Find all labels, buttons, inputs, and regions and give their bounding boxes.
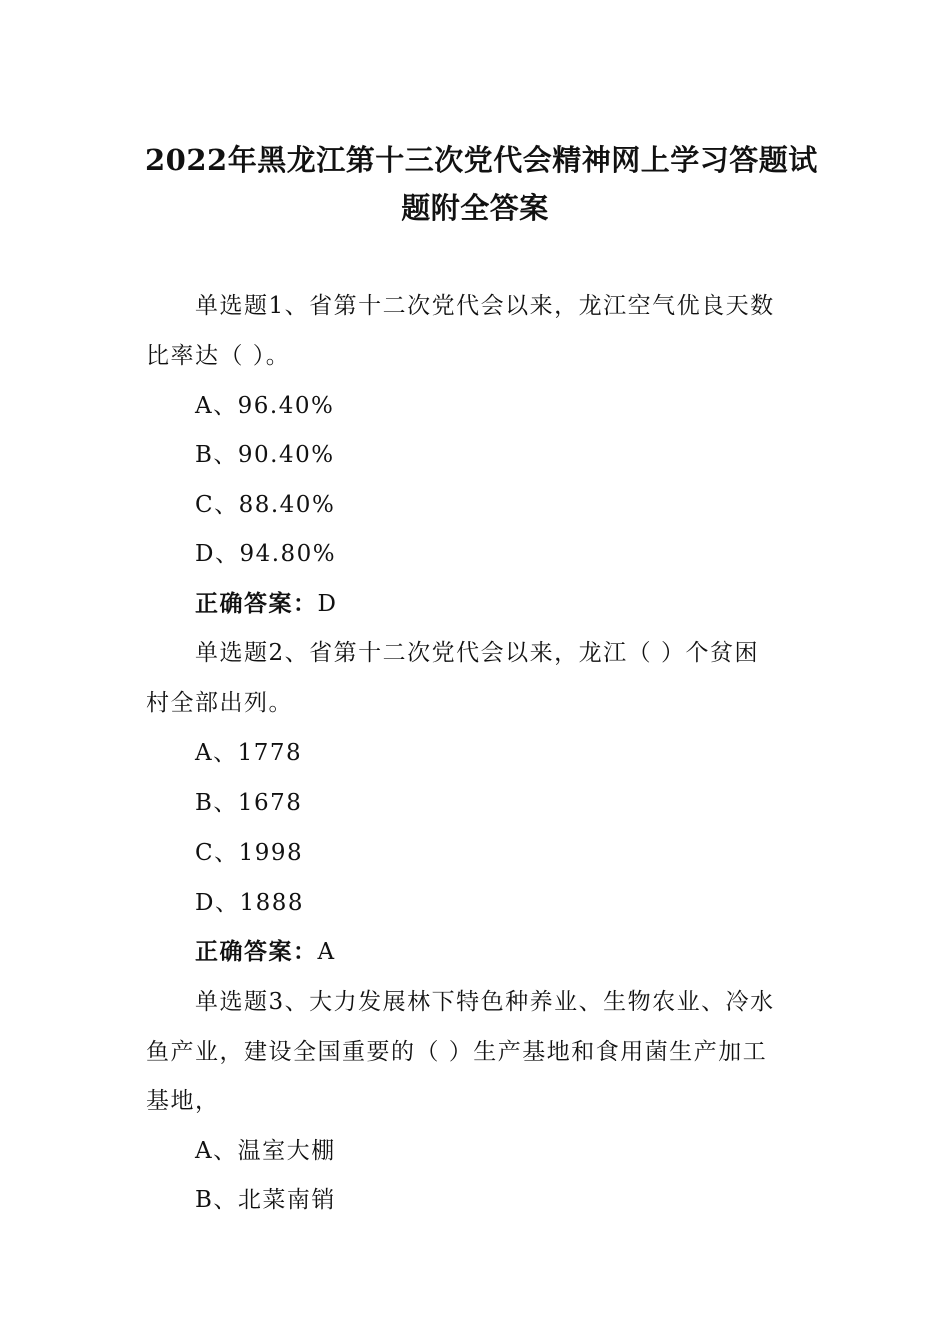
answer-value: A: [317, 939, 336, 965]
question-3-stem-line-3: 基地，: [146, 1088, 220, 1114]
question-2-option-d: D、1888: [195, 890, 304, 916]
document-title-line-2: 题附全答案: [401, 191, 549, 225]
question-3-stem-line-1: 单选题3、大力发展林下特色种养业、生物农业、冷水: [195, 989, 775, 1015]
question-1-stem-line-1: 单选题1、省第十二次党代会以来，龙江空气优良天数: [195, 293, 775, 319]
question-2-option-a: A、1778: [195, 740, 303, 766]
answer-value: D: [317, 591, 338, 617]
question-3-stem-line-2: 鱼产业，建设全国重要的（ ）生产基地和食用菌生产加工: [146, 1039, 768, 1065]
question-2-answer: [195, 933, 336, 966]
question-1-option-d: D、94.80%: [195, 541, 337, 567]
document-title-line-1: 2022年黑龙江第十三次党代会精神网上学习答题试: [145, 143, 818, 177]
answer-label: 正确答案：: [195, 590, 318, 617]
question-2-stem-line-1: 单选题2、省第十二次党代会以来，龙江（ ）个贫困: [195, 640, 759, 666]
question-1-answer: [195, 585, 337, 618]
question-3-option-a: A、温室大棚: [195, 1138, 336, 1164]
question-2-stem-line-2: 村全部出列。: [146, 690, 293, 716]
question-1-option-c: C、88.40%: [195, 492, 336, 518]
question-2-option-c: C、1998: [195, 840, 304, 866]
question-3-option-b: B、北菜南销: [195, 1187, 336, 1213]
answer-label: 正确答案：: [195, 938, 318, 965]
question-1-option-a: A、96.40%: [195, 393, 335, 419]
question-2-option-b: B、1678: [195, 790, 303, 816]
question-1-stem-line-2: 比率达（ ）。: [146, 343, 291, 369]
question-1-option-b: B、90.40%: [195, 442, 335, 468]
